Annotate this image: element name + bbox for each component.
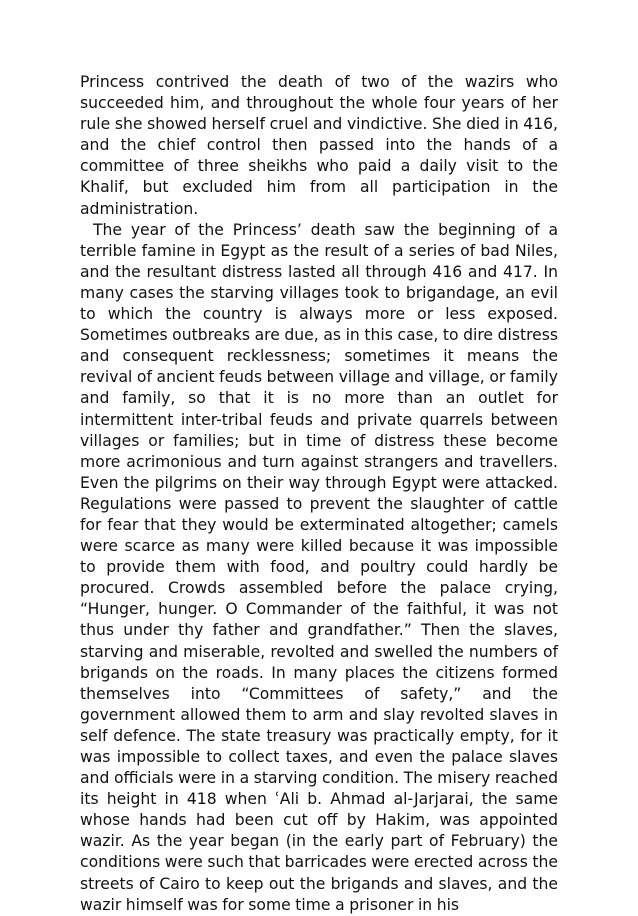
document-page bbox=[80, 72, 558, 916]
paragraph-1: Princess contrived the death of two of the wazirs who succeeded him, and throughout the whole four years of her rule she showed herself cruel and vindictive. She died in 416, and the chief control then passed into the hands of a committee of three sheikhs who paid a daily visit to the Khalif, but excluded him from all participation in the administration. bbox=[80, 73, 558, 218]
paragraph-2: The year of the Princess’ death saw the beginning of a terrible famine in Egypt as the result of a series of bad Niles, and the resultant distress lasted all through 416 and 417. In many cases the starving villages took to brigandage, an evil to which the country is always more or less exposed. Sometimes outbreaks are due, as in this case, to dire distress and consequent recklessness; sometimes it means the revival of ancient feuds between village and village, or family and family, so that it is no more than an outlet for intermittent inter-tribal feuds and private quarrels between villages or families; but in time of distress these become more acrimonious and turn against strangers and travellers. Even the pilgrims on their way through Egypt were attacked. Regulations were passed to prevent the slaughter of cattle for fear that they would be exterminated altogether; camels were scarce as many were killed because it was impossible to provide them with food, and poultry could hardly be procured. Crowds assembled before the palace crying, “Hunger, hunger. O Commander of the faithful, it was not thus under thy father and grandfather.” Then the slaves, starving and miserable, revolted and swelled the numbers of brigands on the roads. In many places the citizens formed themselves into “Committees of safety,” and the government allowed them to arm and slay revolted slaves in self defence. The state treasury was practically empty, for it was impossible to collect taxes, and even the palace slaves and officials were in a starving condition. The misery reached its height in 418 when ʿAli b. Ahmad al-Jarjarai, the same whose hands had been cut off by Hakim, was appointed wazir. As the year began (in the early part of February) the conditions were such that barricades were erected across the streets of Cairo to keep out the brigands and slaves, and the wazir himself was for some time a prisoner in his bbox=[80, 220, 558, 914]
